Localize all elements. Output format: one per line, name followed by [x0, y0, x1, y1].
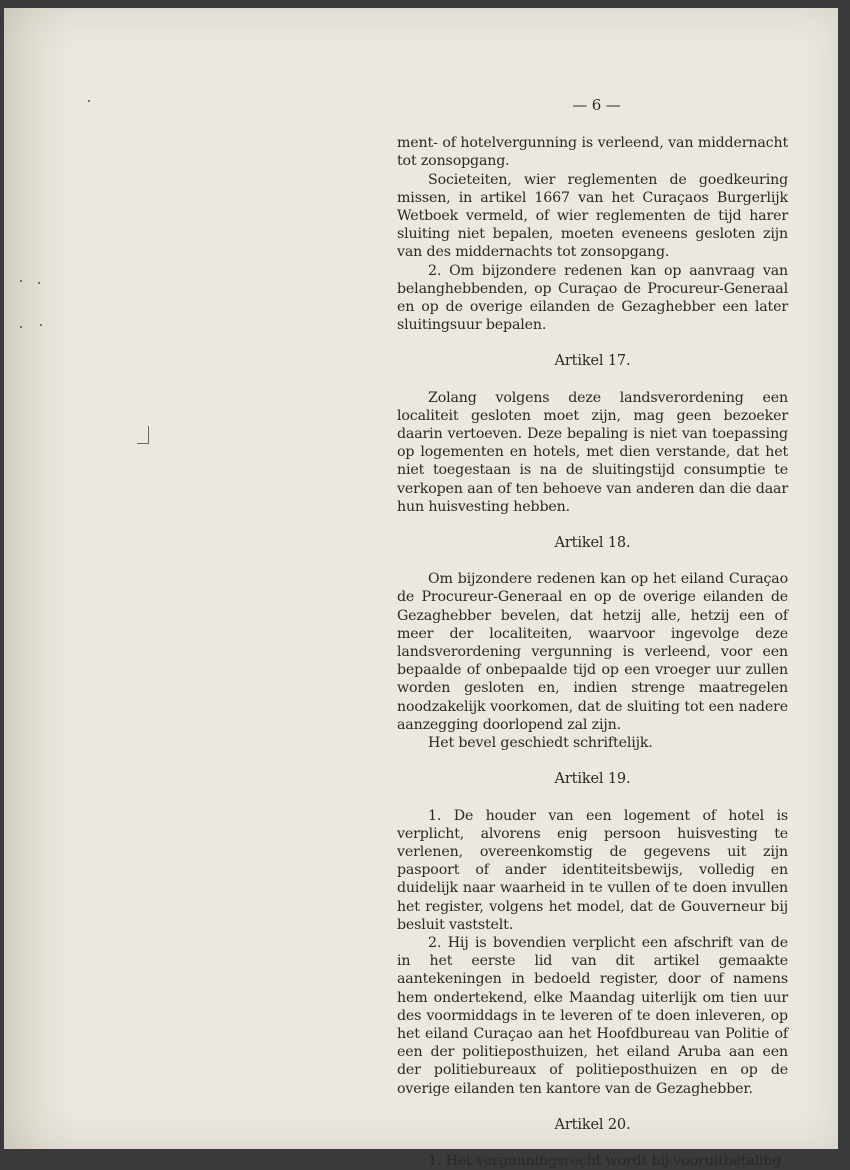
paragraph: 2. Om bijzondere redenen kan op aanvraag van belanghebbenden, op Curaçao de Procureur-Generaal en op de overige eilanden de Gezaghebber een later sluitingsuur bepalen. [397, 262, 788, 334]
scan-speck [88, 100, 90, 102]
paragraph: 1. Het vergunningsrecht wordt bij vooruitbetaling [428, 1152, 782, 1169]
scan-speck [40, 324, 42, 326]
scan-speck [38, 282, 40, 284]
paragraph: Het bevel geschiedt schriftelijk. [428, 735, 653, 752]
page-number: — 6 — [572, 96, 621, 114]
binding-edge-shadow [4, 8, 74, 1149]
paragraph: Om bijzondere redenen kan op het eiland Curaçao de Procureur-Generaal en op de overige eilanden de Gezaghebber bevelen, dat hetzij alle, hetzij een of meer der localiteiten, waarvoor ingevolge deze landsverordening vergunning is verleend, voor een bepaalde of onbepaalde tijd op een vroeger uur zullen worden gesloten en, indien strenge maatregelen noodzakelijk voorkomen, dat de sluiting tot een nadere aanzegging doorlopend zal zijn. [397, 571, 788, 733]
scan-mark [148, 426, 149, 444]
paragraph: 1. De houder van een logement of hotel is verplicht, alvorens enig persoon huisvesting te verlenen, overeenkomstig de gegevens uit zijn paspoort of ander identiteitsbewijs, volledig en duidelijk naar waarheid in te vullen of te doen invullen het register, volgens het model, dat de Gouverneur bij besluit vaststelt. [397, 807, 788, 933]
paragraph: 2. Hij is bovendien verplicht een afschrift van de in het eerste lid van dit artikel gemaakte aantekeningen in bedoeld register, door of namens hem ondertekend, elke Maandag uiterlijk om tien uur des voormiddags in te leveren of te doen inleveren, op het eiland Curaçao aan het Hoofdbureau van Politie of een der politieposthuizen, het eiland Aruba aan een der politiebureaux of politieposthuizen en op de overige eilanden ten kantore van de Gezaghebber. [397, 934, 788, 1097]
scan-speck [20, 326, 22, 328]
article-heading: Artikel 18. [554, 535, 631, 552]
paragraph: Zolang volgens deze landsverordening een localiteit gesloten moet zijn, mag geen bezoeker daarin vertoeven. Deze bepaling is niet van toepassing op logementen en hotels, met dien verstande, dat het niet toegestaan is na de sluitingstijd consumptie te verkopen aan of ten behoeve van anderen dan die daar hun huisvesting hebben. [397, 389, 788, 515]
scan-speck [20, 280, 22, 282]
text-column [397, 96, 788, 1170]
article-heading: Artikel 19. [554, 771, 631, 788]
article-heading: Artikel 20. [554, 1116, 631, 1133]
article-heading: Artikel 17. [554, 353, 631, 370]
scan-mark [137, 443, 149, 444]
document-page [4, 8, 838, 1169]
paragraph: Societeiten, wier reglementen de goedkeuring missen, in artikel 1667 van het Curaçaos Burgerlijk Wetboek vermeld, of wier reglementen de tijd harer sluiting niet bepalen, moeten eveneens gesloten zijn van des middernachts tot zonsopgang. [397, 171, 788, 261]
paragraph: ment- of hotelvergunning is verleend, van middernacht tot zonsopgang. [397, 135, 788, 170]
